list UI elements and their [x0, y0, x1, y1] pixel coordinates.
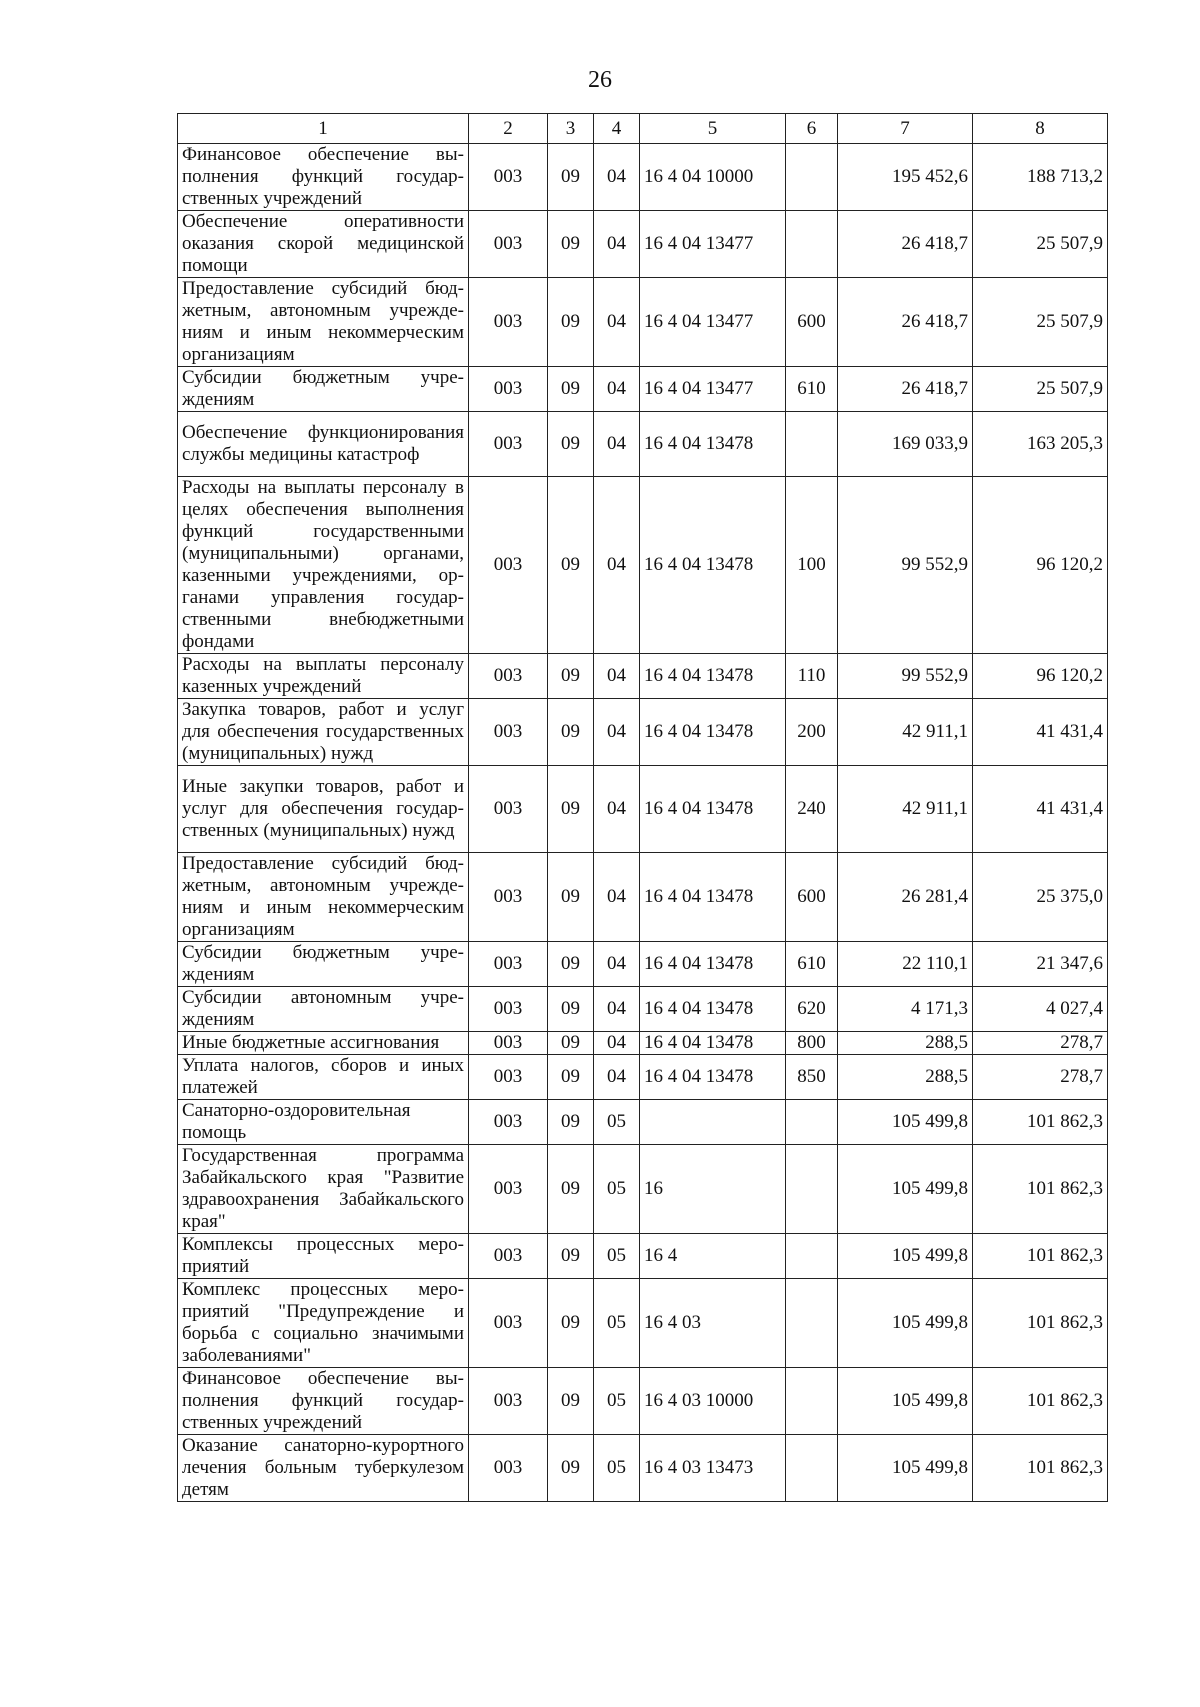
section-code-cell: 09: [548, 1100, 594, 1145]
section-code-cell: 09: [548, 367, 594, 412]
table-row: [178, 367, 1108, 412]
expense-type-cell: [786, 211, 838, 278]
section-code-cell: 09: [548, 144, 594, 211]
amount-col7-cell: 22 110,1: [838, 942, 973, 987]
target-article-cell: 16 4: [640, 1234, 786, 1279]
target-article-cell: 16 4 04 13478: [640, 1055, 786, 1100]
item-name-cell: Государственная программа Забайкальского края "Развитие здравоохранения Забайкальского края": [178, 1145, 469, 1234]
ministry-code-cell: 003: [469, 1055, 548, 1100]
amount-col8-cell: 188 713,2: [973, 144, 1108, 211]
header-cell: 6: [786, 114, 838, 144]
table-body: [178, 114, 1108, 1502]
item-name-cell: Иные бюджетные ассигнования: [178, 1032, 469, 1055]
header-row: [178, 114, 1108, 144]
item-name-cell: Расходы на выплаты персоналу в целях обеспечения выполнения функций государственными (муниципальными) органами, казенными учреждениями, органами управления государственными внебюджетными фондами: [178, 477, 469, 654]
item-name-cell: Финансовое обеспечение выполнения функций государственных учреждений: [178, 144, 469, 211]
expense-type-cell: [786, 1435, 838, 1502]
amount-col8-cell: 101 862,3: [973, 1435, 1108, 1502]
header-cell: 3: [548, 114, 594, 144]
item-name-cell: Обеспечение оперативности оказания скорой медицинской помощи: [178, 211, 469, 278]
expense-type-cell: 610: [786, 367, 838, 412]
item-name-cell: Закупка товаров, работ и услуг для обеспечения государственных (муниципальных) нужд: [178, 699, 469, 766]
table-row: [178, 699, 1108, 766]
table-row: [178, 412, 1108, 477]
section-code-cell: 09: [548, 412, 594, 477]
table-row: [178, 942, 1108, 987]
expense-type-cell: 600: [786, 278, 838, 367]
section-code-cell: 09: [548, 1055, 594, 1100]
amount-col7-cell: 105 499,8: [838, 1435, 973, 1502]
table-row: [178, 1032, 1108, 1055]
table-row: [178, 987, 1108, 1032]
subsection-code-cell: 04: [594, 144, 640, 211]
amount-col8-cell: 101 862,3: [973, 1100, 1108, 1145]
subsection-code-cell: 05: [594, 1435, 640, 1502]
item-name-cell: Предоставление субсидий бюджетным, автономным учреждениям и иным некоммерческим организациям: [178, 278, 469, 367]
ministry-code-cell: 003: [469, 1234, 548, 1279]
target-article-cell: 16 4 04 13478: [640, 766, 786, 853]
section-code-cell: 09: [548, 766, 594, 853]
target-article-cell: 16 4 04 13478: [640, 412, 786, 477]
amount-col8-cell: 101 862,3: [973, 1279, 1108, 1368]
header-cell: 7: [838, 114, 973, 144]
section-code-cell: 09: [548, 1279, 594, 1368]
subsection-code-cell: 04: [594, 278, 640, 367]
subsection-code-cell: 04: [594, 1032, 640, 1055]
section-code-cell: 09: [548, 211, 594, 278]
section-code-cell: 09: [548, 477, 594, 654]
ministry-code-cell: 003: [469, 1368, 548, 1435]
expense-type-cell: [786, 144, 838, 211]
expense-type-cell: 200: [786, 699, 838, 766]
ministry-code-cell: 003: [469, 412, 548, 477]
item-name-cell: Субсидии бюджетным учреждениям: [178, 367, 469, 412]
item-name-cell: Комплексы процессных мероприятий: [178, 1234, 469, 1279]
table-row: [178, 1435, 1108, 1502]
amount-col7-cell: 105 499,8: [838, 1145, 973, 1234]
amount-col7-cell: 105 499,8: [838, 1279, 973, 1368]
amount-col8-cell: 21 347,6: [973, 942, 1108, 987]
ministry-code-cell: 003: [469, 942, 548, 987]
table-row: [178, 211, 1108, 278]
ministry-code-cell: 003: [469, 699, 548, 766]
ministry-code-cell: 003: [469, 654, 548, 699]
subsection-code-cell: 05: [594, 1279, 640, 1368]
table-row: [178, 1055, 1108, 1100]
amount-col8-cell: 25 507,9: [973, 278, 1108, 367]
section-code-cell: 09: [548, 1032, 594, 1055]
subsection-code-cell: 04: [594, 699, 640, 766]
amount-col7-cell: 26 418,7: [838, 211, 973, 278]
ministry-code-cell: 003: [469, 144, 548, 211]
ministry-code-cell: 003: [469, 477, 548, 654]
amount-col8-cell: 41 431,4: [973, 766, 1108, 853]
expense-type-cell: [786, 1368, 838, 1435]
item-name-cell: Субсидии автономным учреждениям: [178, 987, 469, 1032]
amount-col7-cell: 105 499,8: [838, 1234, 973, 1279]
amount-col7-cell: 99 552,9: [838, 477, 973, 654]
subsection-code-cell: 05: [594, 1368, 640, 1435]
amount-col7-cell: 26 418,7: [838, 367, 973, 412]
amount-col7-cell: 42 911,1: [838, 699, 973, 766]
amount-col7-cell: 99 552,9: [838, 654, 973, 699]
expense-type-cell: 610: [786, 942, 838, 987]
expense-type-cell: [786, 1279, 838, 1368]
table-row: [178, 766, 1108, 853]
table-row: [178, 1145, 1108, 1234]
target-article-cell: 16 4 04 13478: [640, 477, 786, 654]
table-row: [178, 1234, 1108, 1279]
section-code-cell: 09: [548, 1145, 594, 1234]
item-name-cell: Оказание санаторно-курортного лечения больным туберкулезом детям: [178, 1435, 469, 1502]
amount-col7-cell: 195 452,6: [838, 144, 973, 211]
ministry-code-cell: 003: [469, 367, 548, 412]
page-number: 26: [588, 67, 612, 93]
target-article-cell: 16 4 04 13477: [640, 367, 786, 412]
table-row: [178, 278, 1108, 367]
table-row: [178, 853, 1108, 942]
subsection-code-cell: 04: [594, 412, 640, 477]
section-code-cell: 09: [548, 278, 594, 367]
amount-col8-cell: 278,7: [973, 1032, 1108, 1055]
expense-type-cell: 100: [786, 477, 838, 654]
target-article-cell: 16 4 04 10000: [640, 144, 786, 211]
amount-col8-cell: 101 862,3: [973, 1368, 1108, 1435]
expense-type-cell: 620: [786, 987, 838, 1032]
subsection-code-cell: 04: [594, 654, 640, 699]
section-code-cell: 09: [548, 1368, 594, 1435]
target-article-cell: 16 4 04 13478: [640, 942, 786, 987]
subsection-code-cell: 04: [594, 942, 640, 987]
amount-col8-cell: 25 507,9: [973, 367, 1108, 412]
budget-table: [177, 113, 1108, 1502]
header-cell: 8: [973, 114, 1108, 144]
subsection-code-cell: 04: [594, 367, 640, 412]
subsection-code-cell: 05: [594, 1145, 640, 1234]
subsection-code-cell: 04: [594, 987, 640, 1032]
ministry-code-cell: 003: [469, 1032, 548, 1055]
subsection-code-cell: 05: [594, 1234, 640, 1279]
section-code-cell: 09: [548, 1234, 594, 1279]
subsection-code-cell: 05: [594, 1100, 640, 1145]
amount-col7-cell: 288,5: [838, 1055, 973, 1100]
item-name-cell: Расходы на выплаты персоналу казенных учреждений: [178, 654, 469, 699]
amount-col7-cell: 105 499,8: [838, 1368, 973, 1435]
amount-col8-cell: 101 862,3: [973, 1234, 1108, 1279]
header-cell: 5: [640, 114, 786, 144]
item-name-cell: Обеспечение функционирования службы медицины катастроф: [178, 412, 469, 477]
amount-col8-cell: 163 205,3: [973, 412, 1108, 477]
amount-col7-cell: 169 033,9: [838, 412, 973, 477]
expense-type-cell: 240: [786, 766, 838, 853]
table-row: [178, 1368, 1108, 1435]
ministry-code-cell: 003: [469, 853, 548, 942]
expense-type-cell: [786, 1100, 838, 1145]
amount-col8-cell: 278,7: [973, 1055, 1108, 1100]
amount-col8-cell: 41 431,4: [973, 699, 1108, 766]
item-name-cell: Финансовое обеспечение выполнения функций государственных учреждений: [178, 1368, 469, 1435]
ministry-code-cell: 003: [469, 1145, 548, 1234]
item-name-cell: Субсидии бюджетным учреждениям: [178, 942, 469, 987]
section-code-cell: 09: [548, 654, 594, 699]
subsection-code-cell: 04: [594, 853, 640, 942]
header-cell: 1: [178, 114, 469, 144]
amount-col7-cell: 26 281,4: [838, 853, 973, 942]
amount-col7-cell: 4 171,3: [838, 987, 973, 1032]
amount-col8-cell: 25 375,0: [973, 853, 1108, 942]
expense-type-cell: [786, 1234, 838, 1279]
subsection-code-cell: 04: [594, 477, 640, 654]
ministry-code-cell: 003: [469, 278, 548, 367]
amount-col7-cell: 288,5: [838, 1032, 973, 1055]
ministry-code-cell: 003: [469, 987, 548, 1032]
section-code-cell: 09: [548, 942, 594, 987]
amount-col8-cell: 101 862,3: [973, 1145, 1108, 1234]
header-cell: 4: [594, 114, 640, 144]
target-article-cell: 16 4 04 13477: [640, 211, 786, 278]
amount-col8-cell: 96 120,2: [973, 477, 1108, 654]
target-article-cell: 16 4 04 13478: [640, 654, 786, 699]
item-name-cell: Предоставление субсидий бюджетным, автономным учреждениям и иным некоммерческим организациям: [178, 853, 469, 942]
section-code-cell: 09: [548, 1435, 594, 1502]
ministry-code-cell: 003: [469, 211, 548, 278]
expense-type-cell: [786, 412, 838, 477]
expense-type-cell: 850: [786, 1055, 838, 1100]
table-row: [178, 1279, 1108, 1368]
amount-col8-cell: 4 027,4: [973, 987, 1108, 1032]
target-article-cell: 16 4 04 13478: [640, 853, 786, 942]
target-article-cell: 16 4 03 13473: [640, 1435, 786, 1502]
target-article-cell: 16 4 04 13477: [640, 278, 786, 367]
item-name-cell: Иные закупки товаров, работ и услуг для обеспечения государственных (муниципальных) нужд: [178, 766, 469, 853]
target-article-cell: [640, 1100, 786, 1145]
target-article-cell: 16: [640, 1145, 786, 1234]
target-article-cell: 16 4 03 10000: [640, 1368, 786, 1435]
ministry-code-cell: 003: [469, 1100, 548, 1145]
amount-col7-cell: 105 499,8: [838, 1100, 973, 1145]
target-article-cell: 16 4 04 13478: [640, 699, 786, 766]
subsection-code-cell: 04: [594, 1055, 640, 1100]
expense-type-cell: 110: [786, 654, 838, 699]
item-name-cell: Уплата налогов, сборов и иных платежей: [178, 1055, 469, 1100]
amount-col8-cell: 25 507,9: [973, 211, 1108, 278]
target-article-cell: 16 4 04 13478: [640, 987, 786, 1032]
amount-col8-cell: 96 120,2: [973, 654, 1108, 699]
table-row: [178, 1100, 1108, 1145]
item-name-cell: Комплекс процессных мероприятий "Предупреждение и борьба с социально значимыми заболеваниями": [178, 1279, 469, 1368]
ministry-code-cell: 003: [469, 1435, 548, 1502]
expense-type-cell: 800: [786, 1032, 838, 1055]
header-cell: 2: [469, 114, 548, 144]
amount-col7-cell: 42 911,1: [838, 766, 973, 853]
subsection-code-cell: 04: [594, 211, 640, 278]
target-article-cell: 16 4 03: [640, 1279, 786, 1368]
section-code-cell: 09: [548, 853, 594, 942]
table-row: [178, 144, 1108, 211]
amount-col7-cell: 26 418,7: [838, 278, 973, 367]
subsection-code-cell: 04: [594, 766, 640, 853]
item-name-cell: Санаторно-оздоровительная помощь: [178, 1100, 469, 1145]
ministry-code-cell: 003: [469, 766, 548, 853]
expense-type-cell: [786, 1145, 838, 1234]
expense-type-cell: 600: [786, 853, 838, 942]
ministry-code-cell: 003: [469, 1279, 548, 1368]
table-row: [178, 654, 1108, 699]
target-article-cell: 16 4 04 13478: [640, 1032, 786, 1055]
section-code-cell: 09: [548, 987, 594, 1032]
table-row: [178, 477, 1108, 654]
section-code-cell: 09: [548, 699, 594, 766]
